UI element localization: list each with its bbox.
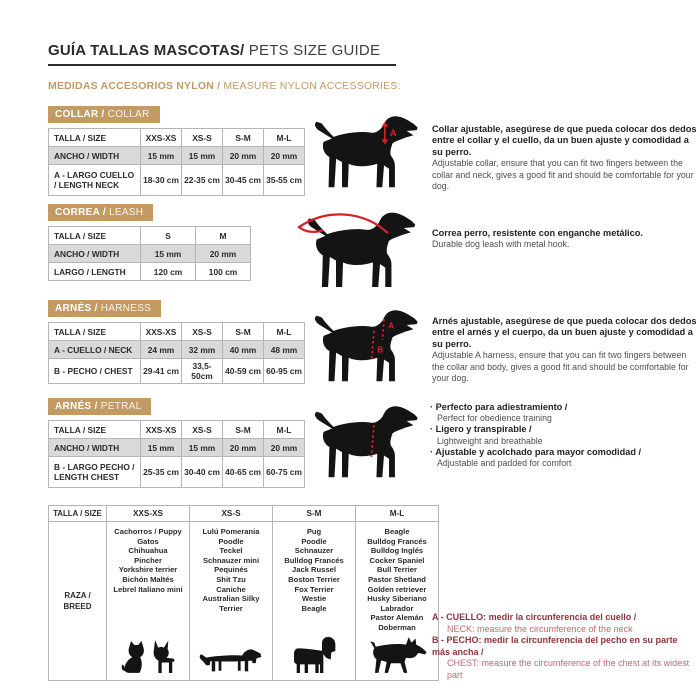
breed-list bbox=[284, 522, 344, 613]
column-header: XS-S bbox=[182, 323, 223, 341]
size-value: 20 mm bbox=[264, 147, 305, 165]
feature-en: Adjustable and padded for comfort bbox=[437, 458, 572, 469]
leash-size-table bbox=[48, 226, 251, 281]
breeds-cell-xxs-xs bbox=[107, 522, 190, 681]
leash-desc-en: Durable dog leash with metal hook. bbox=[432, 239, 570, 250]
collar-section-badge bbox=[48, 106, 160, 123]
note-neck-en: NECK: measure the circumference of the neck bbox=[447, 623, 633, 634]
dog-leash-illustration bbox=[292, 206, 424, 299]
breed-item: Pastor Shetland bbox=[368, 574, 426, 584]
feature-es: · Ligero y transpirable / bbox=[430, 424, 696, 435]
harness-description bbox=[432, 316, 698, 384]
table-header-row bbox=[49, 421, 305, 439]
table-header-row bbox=[49, 129, 305, 147]
breed-item: Labrador bbox=[380, 603, 414, 613]
leash-section-badge bbox=[48, 204, 153, 221]
breed-item: Boston Terrier bbox=[288, 574, 340, 584]
note-chest-en: CHEST: measure the circumference of the chest at its widest part bbox=[447, 658, 690, 680]
breed-item: Teckel bbox=[219, 546, 243, 556]
size-value: 15 mm bbox=[182, 439, 223, 457]
breed-item: Bichón Maltés bbox=[122, 574, 174, 584]
row-label-cell bbox=[49, 522, 107, 681]
feature-en: Perfect for obedience training bbox=[437, 413, 552, 424]
breed-item: Pug bbox=[306, 527, 322, 536]
column-header: TALLA / SIZE bbox=[49, 421, 141, 439]
column-header: TALLA / SIZE bbox=[49, 227, 141, 245]
size-value: 29-41 cm bbox=[141, 359, 182, 384]
size-value: 15 mm bbox=[141, 245, 196, 263]
column-header: XXS-XS bbox=[141, 323, 182, 341]
breed-item: Doberman bbox=[378, 622, 416, 632]
table-row bbox=[49, 341, 305, 359]
svg-text:A: A bbox=[389, 128, 397, 139]
raza-breed-label: RAZA / BREED bbox=[63, 591, 92, 611]
column-header: XS-S bbox=[182, 129, 223, 147]
doberman-silhouette-icon bbox=[366, 633, 428, 679]
size-value: 40 mm bbox=[223, 341, 264, 359]
table-row bbox=[49, 147, 305, 165]
leash-desc-es: Correa perro, resistente con enganche metálico. bbox=[432, 228, 643, 238]
size-value: 60-95 cm bbox=[264, 359, 305, 384]
table-header-row bbox=[49, 323, 305, 341]
size-value: 120 cm bbox=[141, 263, 196, 281]
leash-badge-en: LEASH bbox=[105, 207, 144, 218]
breed-item: Gatos bbox=[137, 536, 159, 546]
petral-badge-en: PETRAL bbox=[97, 401, 142, 412]
collar-desc-es: Collar ajustable, asegúrese de que pueda colocar dos dedos entre el collar y el cuello, da un buen ajuste y comodidad a su perro. bbox=[432, 124, 697, 157]
row-label: ANCHO / WIDTH bbox=[49, 439, 141, 457]
size-value: 100 cm bbox=[196, 263, 251, 281]
column-header: S-M bbox=[223, 323, 264, 341]
breed-item: Poodle bbox=[218, 536, 244, 546]
measuring-notes bbox=[432, 612, 698, 682]
breed-item: Golden retriever bbox=[367, 584, 427, 594]
note-chest-es: B - PECHO: medir la circunferencia del pecho en su parte más ancha / bbox=[432, 635, 678, 657]
breed-item: Cachorros / Puppy bbox=[114, 527, 182, 536]
collar-size-table bbox=[48, 128, 305, 196]
column-header: S bbox=[141, 227, 196, 245]
page-subtitle-es: MEDIDAS ACCESORIOS NYLON / bbox=[48, 80, 221, 92]
column-header: XS-S bbox=[182, 421, 223, 439]
table-header-row bbox=[49, 506, 439, 522]
row-label: A - CUELLO / NECK bbox=[49, 341, 141, 359]
svg-text:A: A bbox=[388, 320, 395, 331]
breed-item: Pequinés bbox=[214, 565, 248, 575]
size-value: 25-35 cm bbox=[141, 457, 182, 488]
size-value: 40-59 cm bbox=[223, 359, 264, 384]
chihuahua-silhouette-icon bbox=[149, 638, 177, 677]
breed-list bbox=[367, 522, 427, 633]
breed-item: Schnauzer bbox=[294, 546, 334, 556]
column-header: TALLA / SIZE bbox=[49, 323, 141, 341]
feature-es: · Ajustable y acolchado para mayor comodidad / bbox=[430, 447, 696, 458]
column-header: M-L bbox=[356, 506, 439, 522]
dog-harness-illustration bbox=[300, 302, 426, 395]
row-label: A - LARGO CUELLO / LENGTH NECK bbox=[49, 165, 141, 196]
page-title-es: GUÍA TALLAS MASCOTAS/ bbox=[48, 42, 245, 59]
breed-item: Lebrel Italiano mini bbox=[113, 584, 183, 594]
feature-item bbox=[430, 447, 696, 469]
breed-item: Beagle bbox=[384, 527, 410, 536]
size-value: 15 mm bbox=[182, 147, 223, 165]
size-value: 48 mm bbox=[264, 341, 305, 359]
leash-description bbox=[432, 228, 698, 251]
row-label: B - PECHO / CHEST bbox=[49, 359, 141, 384]
size-value: 18-30 cm bbox=[141, 165, 182, 196]
breed-item: Beagle bbox=[301, 603, 327, 613]
row-label: B - LARGO PECHO / LENGTH CHEST bbox=[49, 457, 141, 488]
breed-item: Pincher bbox=[134, 555, 162, 565]
schnauzer-silhouette-icon bbox=[290, 635, 338, 677]
petral-badge-es: ARNÉS / bbox=[55, 401, 98, 412]
size-value: 40-65 cm bbox=[223, 457, 264, 488]
breeds-cell-xs-s bbox=[190, 522, 273, 681]
table-row bbox=[49, 165, 305, 196]
breeds-table bbox=[48, 505, 439, 681]
size-value: 20 mm bbox=[196, 245, 251, 263]
breed-item: Pastor Alemán bbox=[370, 613, 424, 623]
size-value: 24 mm bbox=[141, 341, 182, 359]
column-header: TALLA / SIZE bbox=[49, 129, 141, 147]
breeds-cell-m-l bbox=[356, 522, 439, 681]
breed-item: Fox Terrier bbox=[294, 584, 334, 594]
breed-item: Schnauzer mini bbox=[202, 555, 260, 565]
column-header: M-L bbox=[264, 421, 305, 439]
breed-list bbox=[113, 522, 182, 594]
breed-item: Jack Russel bbox=[292, 565, 336, 575]
size-value: 60-75 cm bbox=[264, 457, 305, 488]
table-row bbox=[49, 457, 305, 488]
dachshund-silhouette-icon bbox=[198, 643, 264, 677]
harness-size-table bbox=[48, 322, 305, 384]
feature-item bbox=[430, 424, 696, 446]
column-header: XXS-XS bbox=[141, 421, 182, 439]
breed-item: Yorkshire terrier bbox=[118, 565, 178, 575]
table-row bbox=[49, 245, 251, 263]
page-subtitle bbox=[48, 80, 401, 92]
harness-badge-es: ARNÉS / bbox=[55, 303, 98, 314]
feature-en: Lightweight and breathable bbox=[437, 435, 543, 446]
column-header: XXS-XS bbox=[107, 506, 190, 522]
breed-item: Cocker Spaniel bbox=[369, 555, 425, 565]
breed-item: Bulldog Inglés bbox=[370, 546, 424, 556]
table-row bbox=[49, 359, 305, 384]
column-header: XS-S bbox=[190, 506, 273, 522]
petral-section-badge bbox=[48, 398, 151, 415]
breed-item: Westie bbox=[301, 594, 327, 604]
table-row bbox=[49, 522, 439, 681]
column-header: S-M bbox=[223, 421, 264, 439]
breed-item: Lulú Pomerania bbox=[202, 527, 260, 536]
size-value: 20 mm bbox=[223, 147, 264, 165]
page-title-en: PETS SIZE GUIDE bbox=[244, 42, 381, 59]
collar-badge-en: COLLAR bbox=[104, 109, 150, 120]
collar-badge-es: COLLAR / bbox=[55, 109, 105, 120]
breed-item: Poodle bbox=[301, 536, 327, 546]
table-header-row bbox=[49, 227, 251, 245]
breeds-cell-s-m bbox=[273, 522, 356, 681]
breed-item: Husky Siberiano bbox=[367, 594, 427, 604]
feature-item bbox=[430, 402, 696, 424]
dog-collar-illustration bbox=[300, 110, 426, 199]
size-value: 35-55 cm bbox=[264, 165, 305, 196]
page-title bbox=[48, 42, 396, 66]
column-header: M-L bbox=[264, 129, 305, 147]
dog-petral-illustration bbox=[300, 398, 426, 491]
collar-desc-en: Adjustable collar, ensure that you can fit two fingers between the collar and neck, gives a good fit and should be comfortable for your dog. bbox=[432, 158, 694, 192]
petral-size-table bbox=[48, 420, 305, 488]
row-label: ANCHO / WIDTH bbox=[49, 245, 141, 263]
column-header: XXS-XS bbox=[141, 129, 182, 147]
feature-es: · Perfecto para adiestramiento / bbox=[430, 402, 696, 413]
breed-item: Bulldog Francés bbox=[284, 555, 344, 565]
svg-text:B: B bbox=[377, 344, 384, 355]
row-label: ANCHO / WIDTH bbox=[49, 147, 141, 165]
leash-badge-es: CORREA / bbox=[55, 207, 106, 218]
breed-item: Shit Tzu bbox=[216, 574, 246, 584]
column-header: TALLA / SIZE bbox=[49, 506, 107, 522]
size-value: 15 mm bbox=[141, 147, 182, 165]
column-header: S-M bbox=[223, 129, 264, 147]
size-value: 20 mm bbox=[264, 439, 305, 457]
breed-item: Bull Terrier bbox=[377, 565, 417, 575]
breed-list bbox=[190, 522, 272, 613]
size-value: 22-35 cm bbox=[182, 165, 223, 196]
table-row bbox=[49, 263, 251, 281]
harness-desc-en: Adjustable A harness, ensure that you can fit two fingers between the collar and body, gives a good fit and should be comfortable for your dog. bbox=[432, 350, 689, 384]
size-value: 33,5-50cm bbox=[182, 359, 223, 384]
breed-item: Bulldog Francés bbox=[367, 536, 427, 546]
column-header: M-L bbox=[264, 323, 305, 341]
size-value: 30-45 cm bbox=[223, 165, 264, 196]
note-neck-es: A - CUELLO: medir la circunferencia del cuello / bbox=[432, 612, 637, 622]
breed-item: Australian Silky Terrier bbox=[202, 594, 260, 613]
harness-section-badge bbox=[48, 300, 161, 317]
table-row bbox=[49, 439, 305, 457]
harness-desc-es: Arnés ajustable, asegúrese de que pueda colocar dos dedos entre el arnés y el cuerpo, da un buen ajuste y comodidad a su perro. bbox=[432, 316, 697, 349]
harness-badge-en: HARNESS bbox=[97, 303, 152, 314]
size-value: 32 mm bbox=[182, 341, 223, 359]
breed-item: Caniche bbox=[216, 584, 246, 594]
column-header: S-M bbox=[273, 506, 356, 522]
petral-feature-list bbox=[430, 402, 696, 469]
cat-silhouette-icon bbox=[120, 637, 146, 677]
page-subtitle-en: MEASURE NYLON ACCESSORIES: bbox=[220, 80, 401, 92]
collar-description bbox=[432, 124, 698, 192]
size-value: 20 mm bbox=[223, 439, 264, 457]
column-header: M bbox=[196, 227, 251, 245]
row-label: LARGO / LENGTH bbox=[49, 263, 141, 281]
breed-item: Chihuahua bbox=[128, 546, 168, 556]
size-value: 15 mm bbox=[141, 439, 182, 457]
size-value: 30-40 cm bbox=[182, 457, 223, 488]
